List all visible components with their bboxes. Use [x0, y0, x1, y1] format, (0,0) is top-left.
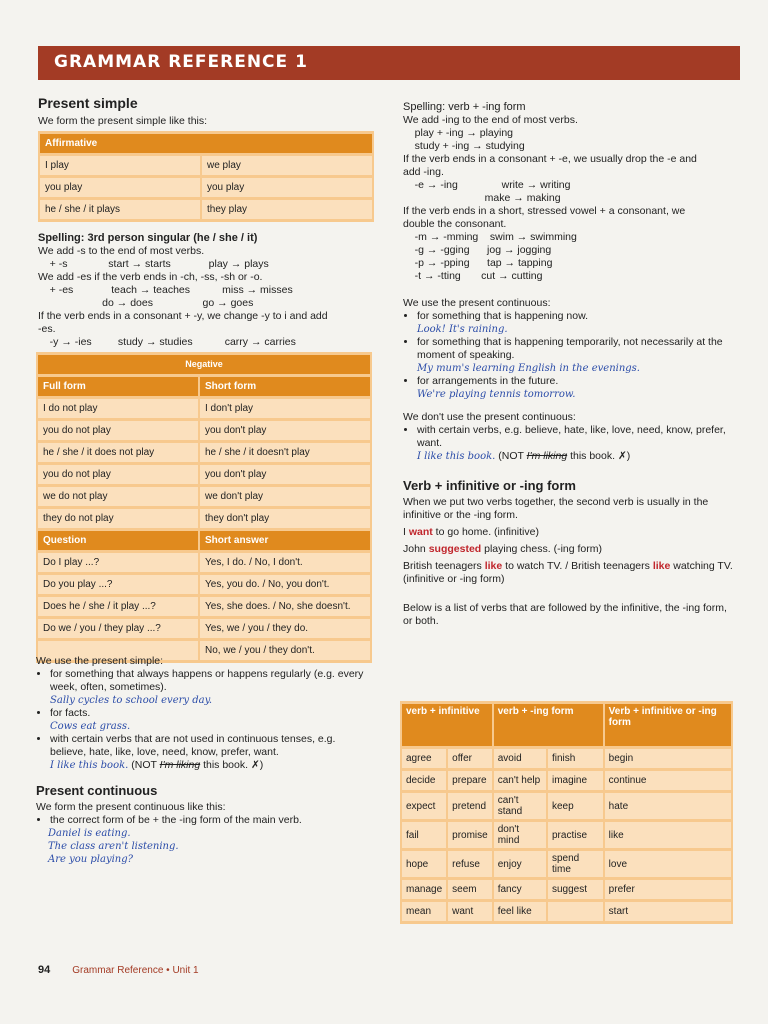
spelling-line: double the consonant.	[403, 218, 507, 230]
table-cell: you play	[202, 178, 372, 197]
continuous-use-list	[403, 310, 733, 401]
table-cell: manage	[402, 880, 446, 899]
footer-text: Grammar Reference • Unit 1	[72, 965, 199, 976]
spelling-line: + -es teach → teaches miss → misses	[38, 284, 293, 296]
table-cell: he / she / it plays	[40, 200, 200, 219]
table-cell: start	[605, 902, 731, 921]
table-row	[40, 200, 372, 219]
table-row	[38, 421, 370, 440]
table-cell	[548, 902, 603, 921]
present-simple-use	[36, 655, 372, 866]
spelling-line: -m → -mming swim → swimming	[403, 231, 577, 243]
present-simple-intro: We form the present simple like this:	[38, 115, 208, 127]
short-answer-header: Short answer	[200, 531, 370, 550]
spelling-line: play + -ing → playing	[403, 127, 514, 139]
table-cell: I do not play	[38, 399, 198, 418]
table-cell: refuse	[448, 851, 492, 877]
spelling-line: If the verb ends in a short, stressed vowel + a consonant, we	[403, 205, 686, 217]
table-cell: Do we / you / they play ...?	[38, 619, 198, 638]
table-cell: we do not play	[38, 487, 198, 506]
table-cell: hate	[605, 793, 731, 819]
table-cell: expect	[402, 793, 446, 819]
table-row	[38, 597, 370, 616]
spelling-line: -p → -pping tap → tapping	[403, 257, 553, 269]
left-column	[38, 97, 374, 349]
present-continuous-heading: Present continuous	[36, 783, 158, 798]
table-cell: enjoy	[494, 851, 546, 877]
spelling-line: If the verb ends in a consonant + -e, we usually drop the -e and	[403, 153, 697, 165]
spelling-line: -y → -ies study → studies carry → carries	[38, 336, 296, 348]
negative-table	[36, 352, 372, 531]
spelling-ing-heading: Spelling: verb + -ing form	[403, 101, 526, 113]
spelling-3rd-heading: Spelling: 3rd person singular (he / she / it)	[38, 232, 258, 244]
verb-infinitive-heading: Verb + infinitive or -ing form	[403, 478, 576, 493]
page-number: 94	[38, 964, 51, 976]
table-cell: pretend	[448, 793, 492, 819]
negative-block	[36, 352, 372, 663]
example-1: I want to go home. (infinitive)	[403, 526, 539, 538]
continuous-use-intro: We use the present continuous:	[403, 297, 551, 309]
col-header-ing: verb + -ing form	[494, 704, 603, 746]
table-cell: avoid	[494, 749, 546, 768]
table-row	[402, 771, 731, 790]
table-row	[402, 749, 731, 768]
not-close: this book. ✗)	[200, 759, 264, 771]
form-item: • the correct form of be + the -ing form of the main verb.	[50, 814, 372, 827]
table-cell: fancy	[494, 880, 546, 899]
spelling-line: -es.	[38, 323, 56, 335]
table-cell: suggest	[548, 880, 603, 899]
spelling-line: -g → -gging jog → jogging	[403, 244, 552, 256]
continuous-not-intro: We don't use the present continuous:	[403, 411, 576, 423]
table-cell: you don't play	[200, 465, 370, 484]
table-cell: keep	[548, 793, 603, 819]
table-cell: he / she / it does not play	[38, 443, 198, 462]
use-text: for something that always happens or happens regularly (e.g. every week, often, sometimes).	[50, 668, 364, 693]
present-simple-heading: Present simple	[38, 95, 138, 111]
verb-infinitive-intro: When we put two verbs together, the second verb is usually in the infinitive or the -ing form.	[403, 496, 709, 521]
affirmative-table	[38, 131, 374, 222]
use-text: for something that is happening temporarily, not necessarily at the moment of speaking.	[417, 336, 723, 361]
table-cell: Do I play ...?	[38, 553, 198, 572]
wrong-form: I'm liking	[526, 450, 568, 462]
table-cell: Yes, you do. / No, you don't.	[200, 575, 370, 594]
table-row	[402, 793, 731, 819]
table-cell: Yes, she does. / No, she doesn't.	[200, 597, 370, 616]
table-cell: Do you play ...?	[38, 575, 198, 594]
table-cell: Yes, I do. / No, I don't.	[200, 553, 370, 572]
table-row	[38, 509, 370, 528]
table-cell: finish	[548, 749, 603, 768]
list-intro: Below is a list of verbs that are followed by the infinitive, the -ing form, or both.	[403, 602, 727, 627]
spelling-line: study + -ing → studying	[403, 140, 525, 152]
example-3: British teenagers like to watch TV. / British teenagers like watching TV. (infinitive or -ing form)	[403, 560, 733, 585]
affirmative-header: Affirmative	[40, 134, 372, 153]
table-cell: you do not play	[38, 465, 198, 484]
table-cell: prepare	[448, 771, 492, 790]
table-cell: prefer	[605, 880, 731, 899]
spelling-3rd-lines	[38, 245, 374, 349]
table-cell: hope	[402, 851, 446, 877]
spelling-line: -t → -tting cut → cutting	[403, 270, 543, 282]
table-cell: offer	[448, 749, 492, 768]
table-row	[38, 575, 370, 594]
table-cell: promise	[448, 822, 492, 848]
use-text: for facts.	[50, 707, 91, 719]
table-row	[38, 443, 370, 462]
use-example: We're playing tennis tomorrow.	[417, 389, 576, 400]
table-row	[40, 156, 372, 175]
table-cell: want	[448, 902, 492, 921]
table-cell: Yes, we / you / they do.	[200, 619, 370, 638]
short-form-header: Short form	[200, 377, 370, 396]
spelling-line: add -ing.	[403, 166, 444, 178]
table-cell: they don't play	[200, 509, 370, 528]
not-example: I like this book.	[417, 451, 496, 462]
table-cell: spend time	[548, 851, 603, 877]
use-item	[50, 668, 372, 707]
table-cell: practise	[548, 822, 603, 848]
table-row	[38, 553, 370, 572]
table-row	[38, 487, 370, 506]
table-cell: don't mind	[494, 822, 546, 848]
present-continuous-intro: We form the present continuous like this:	[36, 801, 226, 813]
table-row	[40, 178, 372, 197]
table-cell: we don't play	[200, 487, 370, 506]
use-item	[417, 375, 733, 401]
table-cell: they do not play	[38, 509, 198, 528]
spelling-line: If the verb ends in a consonant + -y, we change -y to i and add	[38, 310, 328, 322]
spelling-line: do → does go → goes	[38, 297, 254, 309]
col-header-both: Verb + infinitive or -ing form	[605, 704, 731, 746]
table-cell: they play	[202, 200, 372, 219]
table-cell: I play	[40, 156, 200, 175]
table-cell: continue	[605, 771, 731, 790]
use-example: Cows eat grass.	[50, 721, 131, 732]
table-cell: he / she / it doesn't play	[200, 443, 370, 462]
spelling-line: We add -ing to the end of most verbs.	[403, 114, 578, 126]
use-item	[417, 336, 733, 375]
spelling-line: We add -es if the verb ends in -ch, -ss, -sh or -o.	[38, 271, 263, 283]
not-item	[417, 424, 733, 463]
table-cell: No, we / you / they don't.	[200, 641, 370, 660]
spelling-line: + -s start → starts play → plays	[38, 258, 269, 270]
spelling-line: make → making	[403, 192, 561, 204]
table-row	[402, 822, 731, 848]
table-cell: decide	[402, 771, 446, 790]
example-sentence: Are you playing?	[48, 854, 133, 865]
wrong-form: I'm liking	[159, 759, 201, 771]
table-row	[38, 465, 370, 484]
not-text: with certain verbs, e.g. believe, hate, like, love, need, know, prefer, want.	[417, 424, 726, 449]
use-example: Sally cycles to school every day.	[50, 695, 213, 706]
question-table	[36, 528, 372, 663]
table-cell: seem	[448, 880, 492, 899]
example-sentence: Daniel is eating.	[48, 828, 131, 839]
table-row	[402, 880, 731, 899]
table-cell: like	[605, 822, 731, 848]
use-item	[50, 733, 372, 772]
table-cell: you play	[40, 178, 200, 197]
table-cell: agree	[402, 749, 446, 768]
use-example: I like this book.	[50, 760, 129, 771]
banner-title: GRAMMAR REFERENCE 1	[54, 52, 308, 72]
table-cell: you do not play	[38, 421, 198, 440]
spelling-line: We add -s to the end of most verbs.	[38, 245, 205, 257]
table-cell: feel like	[494, 902, 546, 921]
use-intro: We use the present simple:	[36, 655, 164, 667]
full-form-header: Full form	[38, 377, 198, 396]
right-column	[403, 101, 733, 628]
table-cell: love	[605, 851, 731, 877]
question-header: Question	[38, 531, 198, 550]
not-close: this book. ✗)	[567, 450, 631, 462]
negative-header: Negative	[38, 355, 370, 374]
spelling-line: -e → -ing write → writing	[403, 179, 571, 191]
not-open: (NOT	[495, 450, 527, 462]
table-cell: you don't play	[200, 421, 370, 440]
col-header-infinitive: verb + infinitive	[402, 704, 492, 746]
page-banner	[38, 46, 740, 80]
table-row	[38, 399, 370, 418]
table-cell: begin	[605, 749, 731, 768]
use-item	[417, 310, 733, 336]
not-open: (NOT	[131, 759, 160, 771]
page-footer	[38, 964, 199, 976]
table-cell: we play	[202, 156, 372, 175]
use-text: for arrangements in the future.	[417, 375, 559, 387]
use-text: for something that is happening now.	[417, 310, 589, 322]
verb-pattern-table	[400, 701, 733, 924]
table-row	[402, 851, 731, 877]
use-example: My mum's learning English in the evenings.	[417, 363, 640, 374]
table-row	[38, 619, 370, 638]
use-text: with certain verbs that are not used in continuous tenses, e.g. believe, hate, like, love, need, know, prefer, want.	[50, 733, 336, 758]
table-cell: fail	[402, 822, 446, 848]
table-cell: Does he / she / it play ...?	[38, 597, 198, 616]
spelling-ing-lines	[403, 114, 733, 283]
use-item	[50, 707, 372, 733]
table-cell: mean	[402, 902, 446, 921]
table-cell: I don't play	[200, 399, 370, 418]
example-2: John suggested playing chess. (-ing form)	[403, 543, 602, 555]
table-row	[402, 902, 731, 921]
table-cell: can't help	[494, 771, 546, 790]
present-continuous-examples	[36, 827, 372, 866]
table-cell: imagine	[548, 771, 603, 790]
table-cell: can't stand	[494, 793, 546, 819]
use-example: Look! It's raining.	[417, 324, 508, 335]
example-sentence: The class aren't listening.	[48, 841, 179, 852]
